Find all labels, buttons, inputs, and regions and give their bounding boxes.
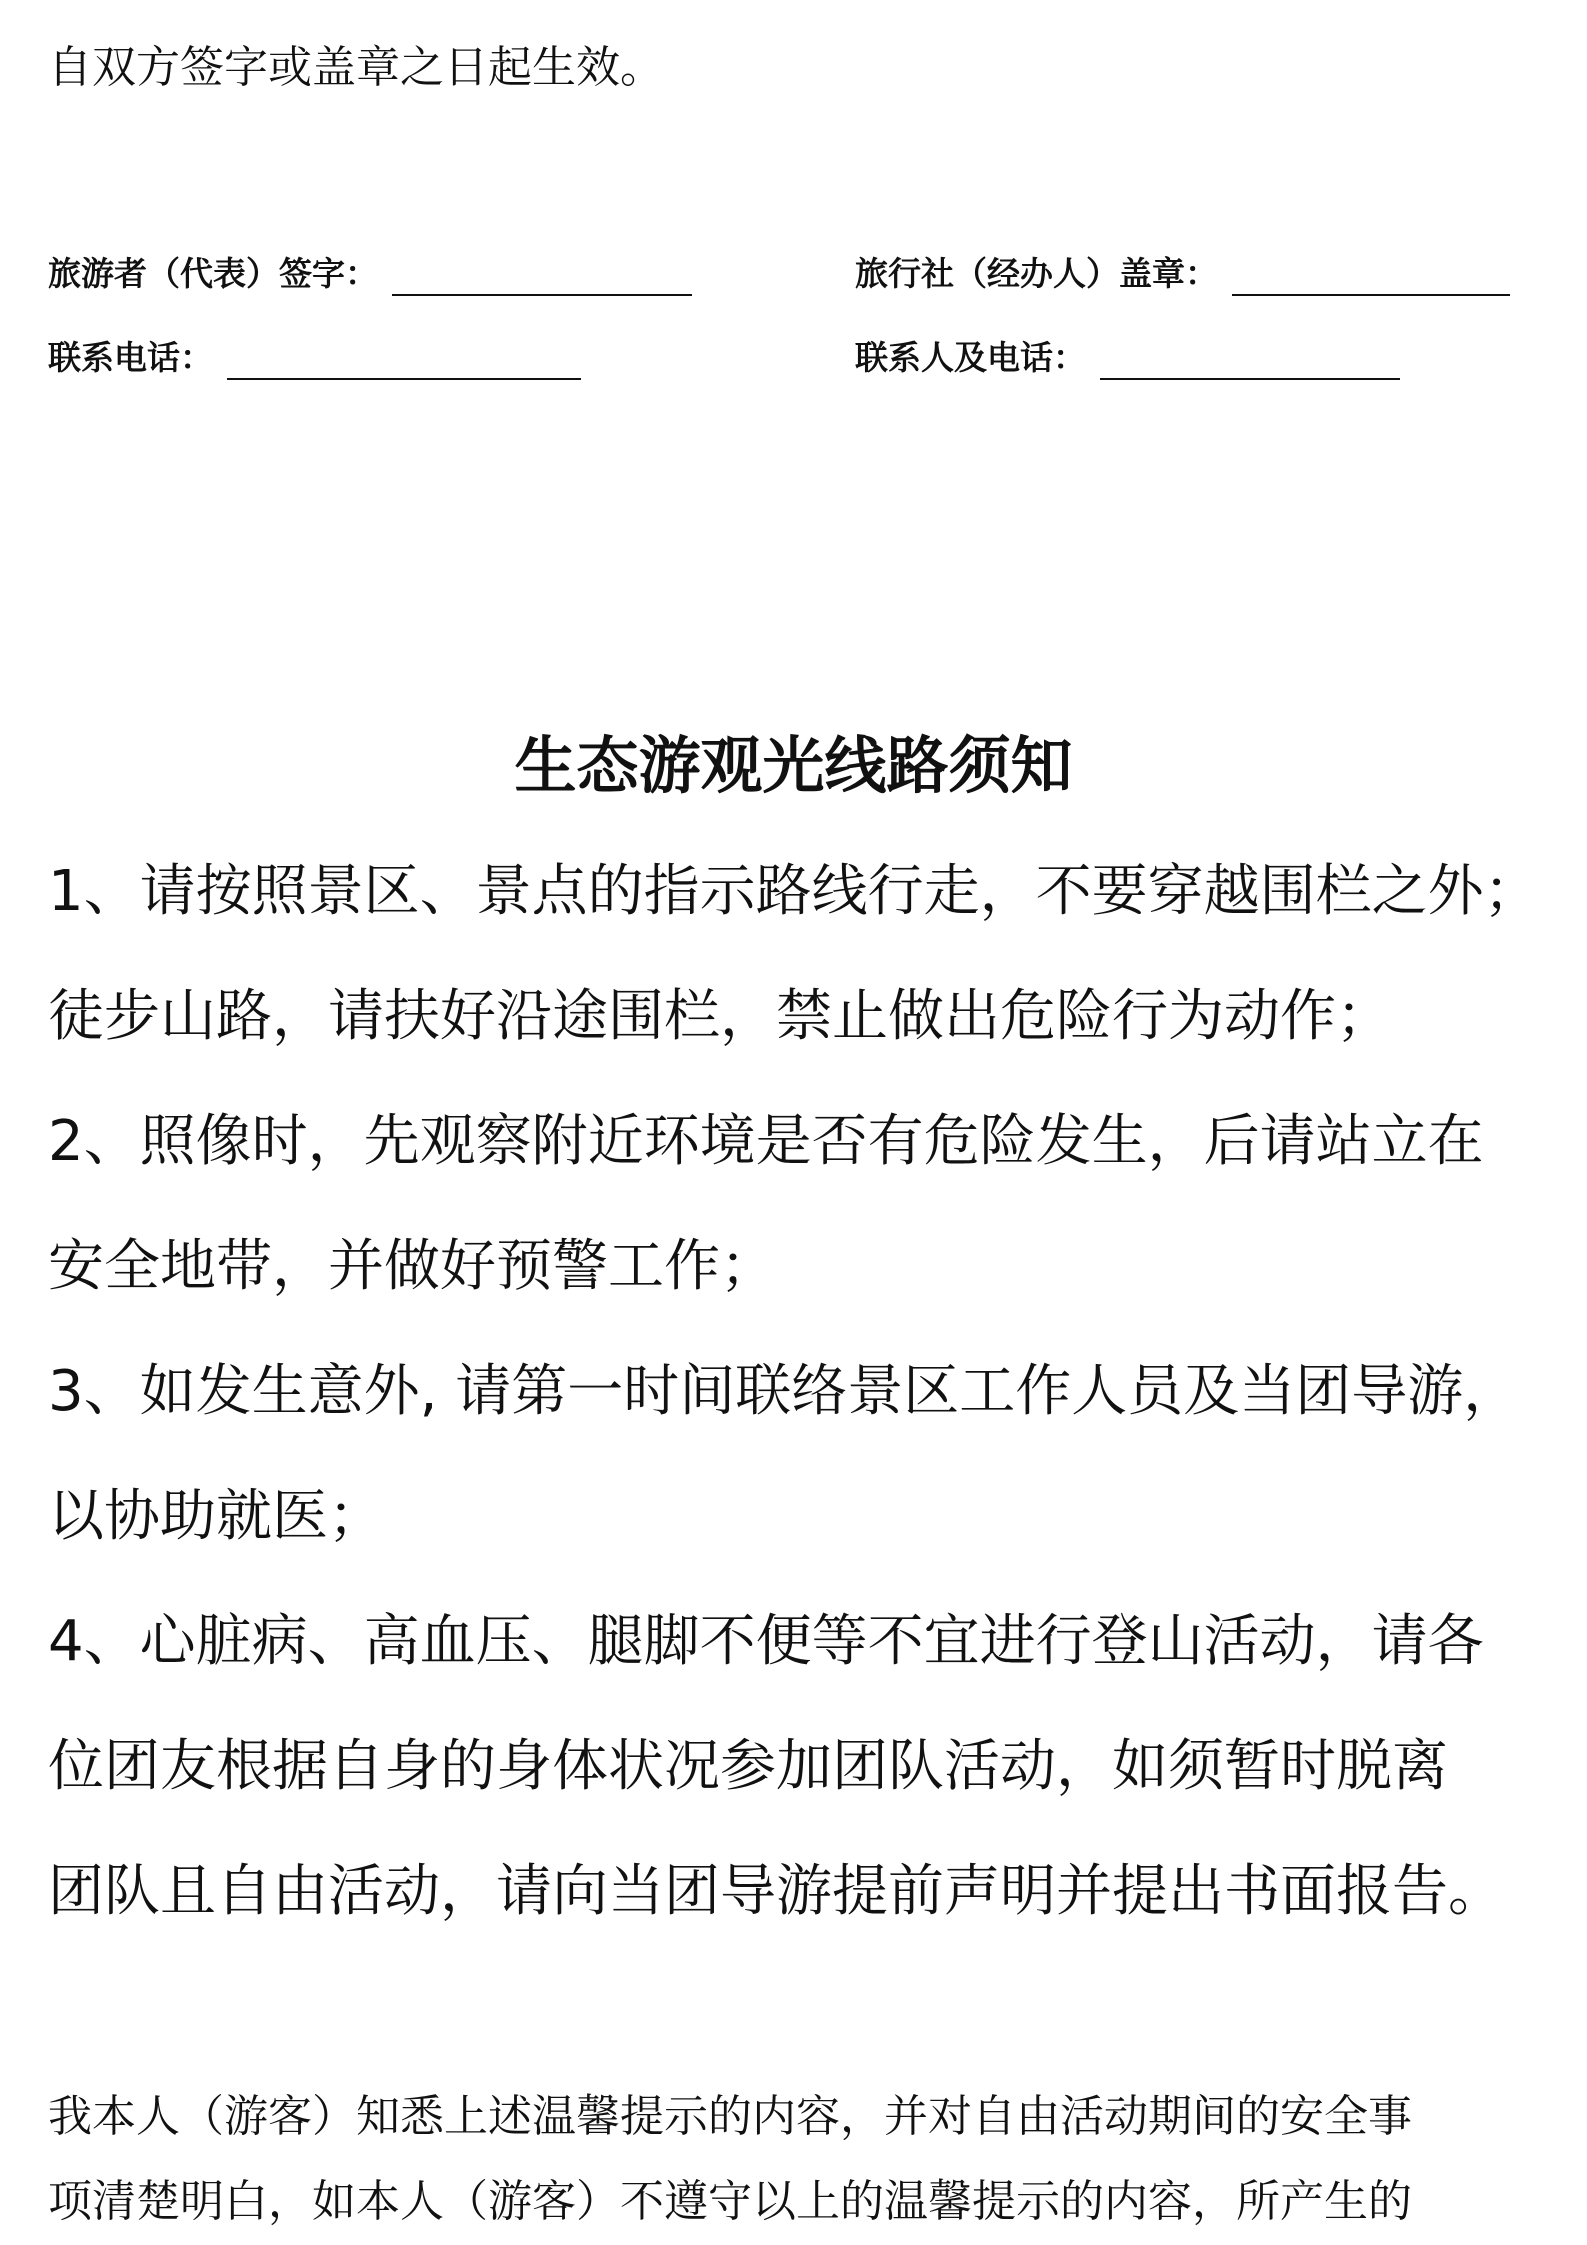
intro-line: 自双方签字或盖章之日起生效。 [48, 42, 664, 93]
tourist-signature-label: 旅游者（代表）签字： [48, 254, 378, 293]
contact-label: 联系人及电话： [855, 338, 1086, 377]
notice-line: 团队且自由活动，请向当团导游提前声明并提出书面报告。 [48, 1859, 1504, 1924]
tourist-signature-field [48, 252, 692, 296]
contact-blank[interactable] [1100, 346, 1400, 380]
phone-blank[interactable] [227, 346, 581, 380]
agency-seal-blank[interactable] [1232, 262, 1510, 296]
agency-seal-label: 旅行社（经办人）盖章： [855, 254, 1218, 293]
agency-seal-field [855, 252, 1510, 296]
acknowledgement-line: 项清楚明白，如本人（游客）不遵守以上的温馨提示的内容，所产生的 [48, 2176, 1412, 2227]
notice-line: 1、请按照景区、景点的指示路线行走，不要穿越围栏之外； [48, 859, 1540, 924]
notice-title: 生态游观光线路须知 [514, 729, 1073, 802]
tourist-signature-blank[interactable] [392, 262, 692, 296]
notice-line: 位团友根据自身的身体状况参加团队活动，如须暂时脱离 [48, 1734, 1448, 1799]
notice-line: 安全地带，并做好预警工作； [48, 1234, 776, 1299]
notice-line: 徒步山路，请扶好沿途围栏，禁止做出危险行为动作； [48, 984, 1392, 1049]
notice-line: 3、如发生意外, 请第一时间联络景区工作人员及当团导游， [48, 1359, 1520, 1424]
phone-field [48, 336, 581, 380]
notice-line: 以协助就医； [48, 1484, 384, 1549]
notice-line: 4、心脏病、高血压、腿脚不便等不宜进行登山活动，请各 [48, 1609, 1484, 1674]
phone-label: 联系电话： [48, 338, 213, 377]
acknowledgement-line: 我本人（游客）知悉上述温馨提示的内容，并对自由活动期间的安全事 [48, 2091, 1412, 2142]
contact-field [855, 336, 1400, 380]
notice-line: 2、照像时，先观察附近环境是否有危险发生，后请站立在 [48, 1109, 1484, 1174]
